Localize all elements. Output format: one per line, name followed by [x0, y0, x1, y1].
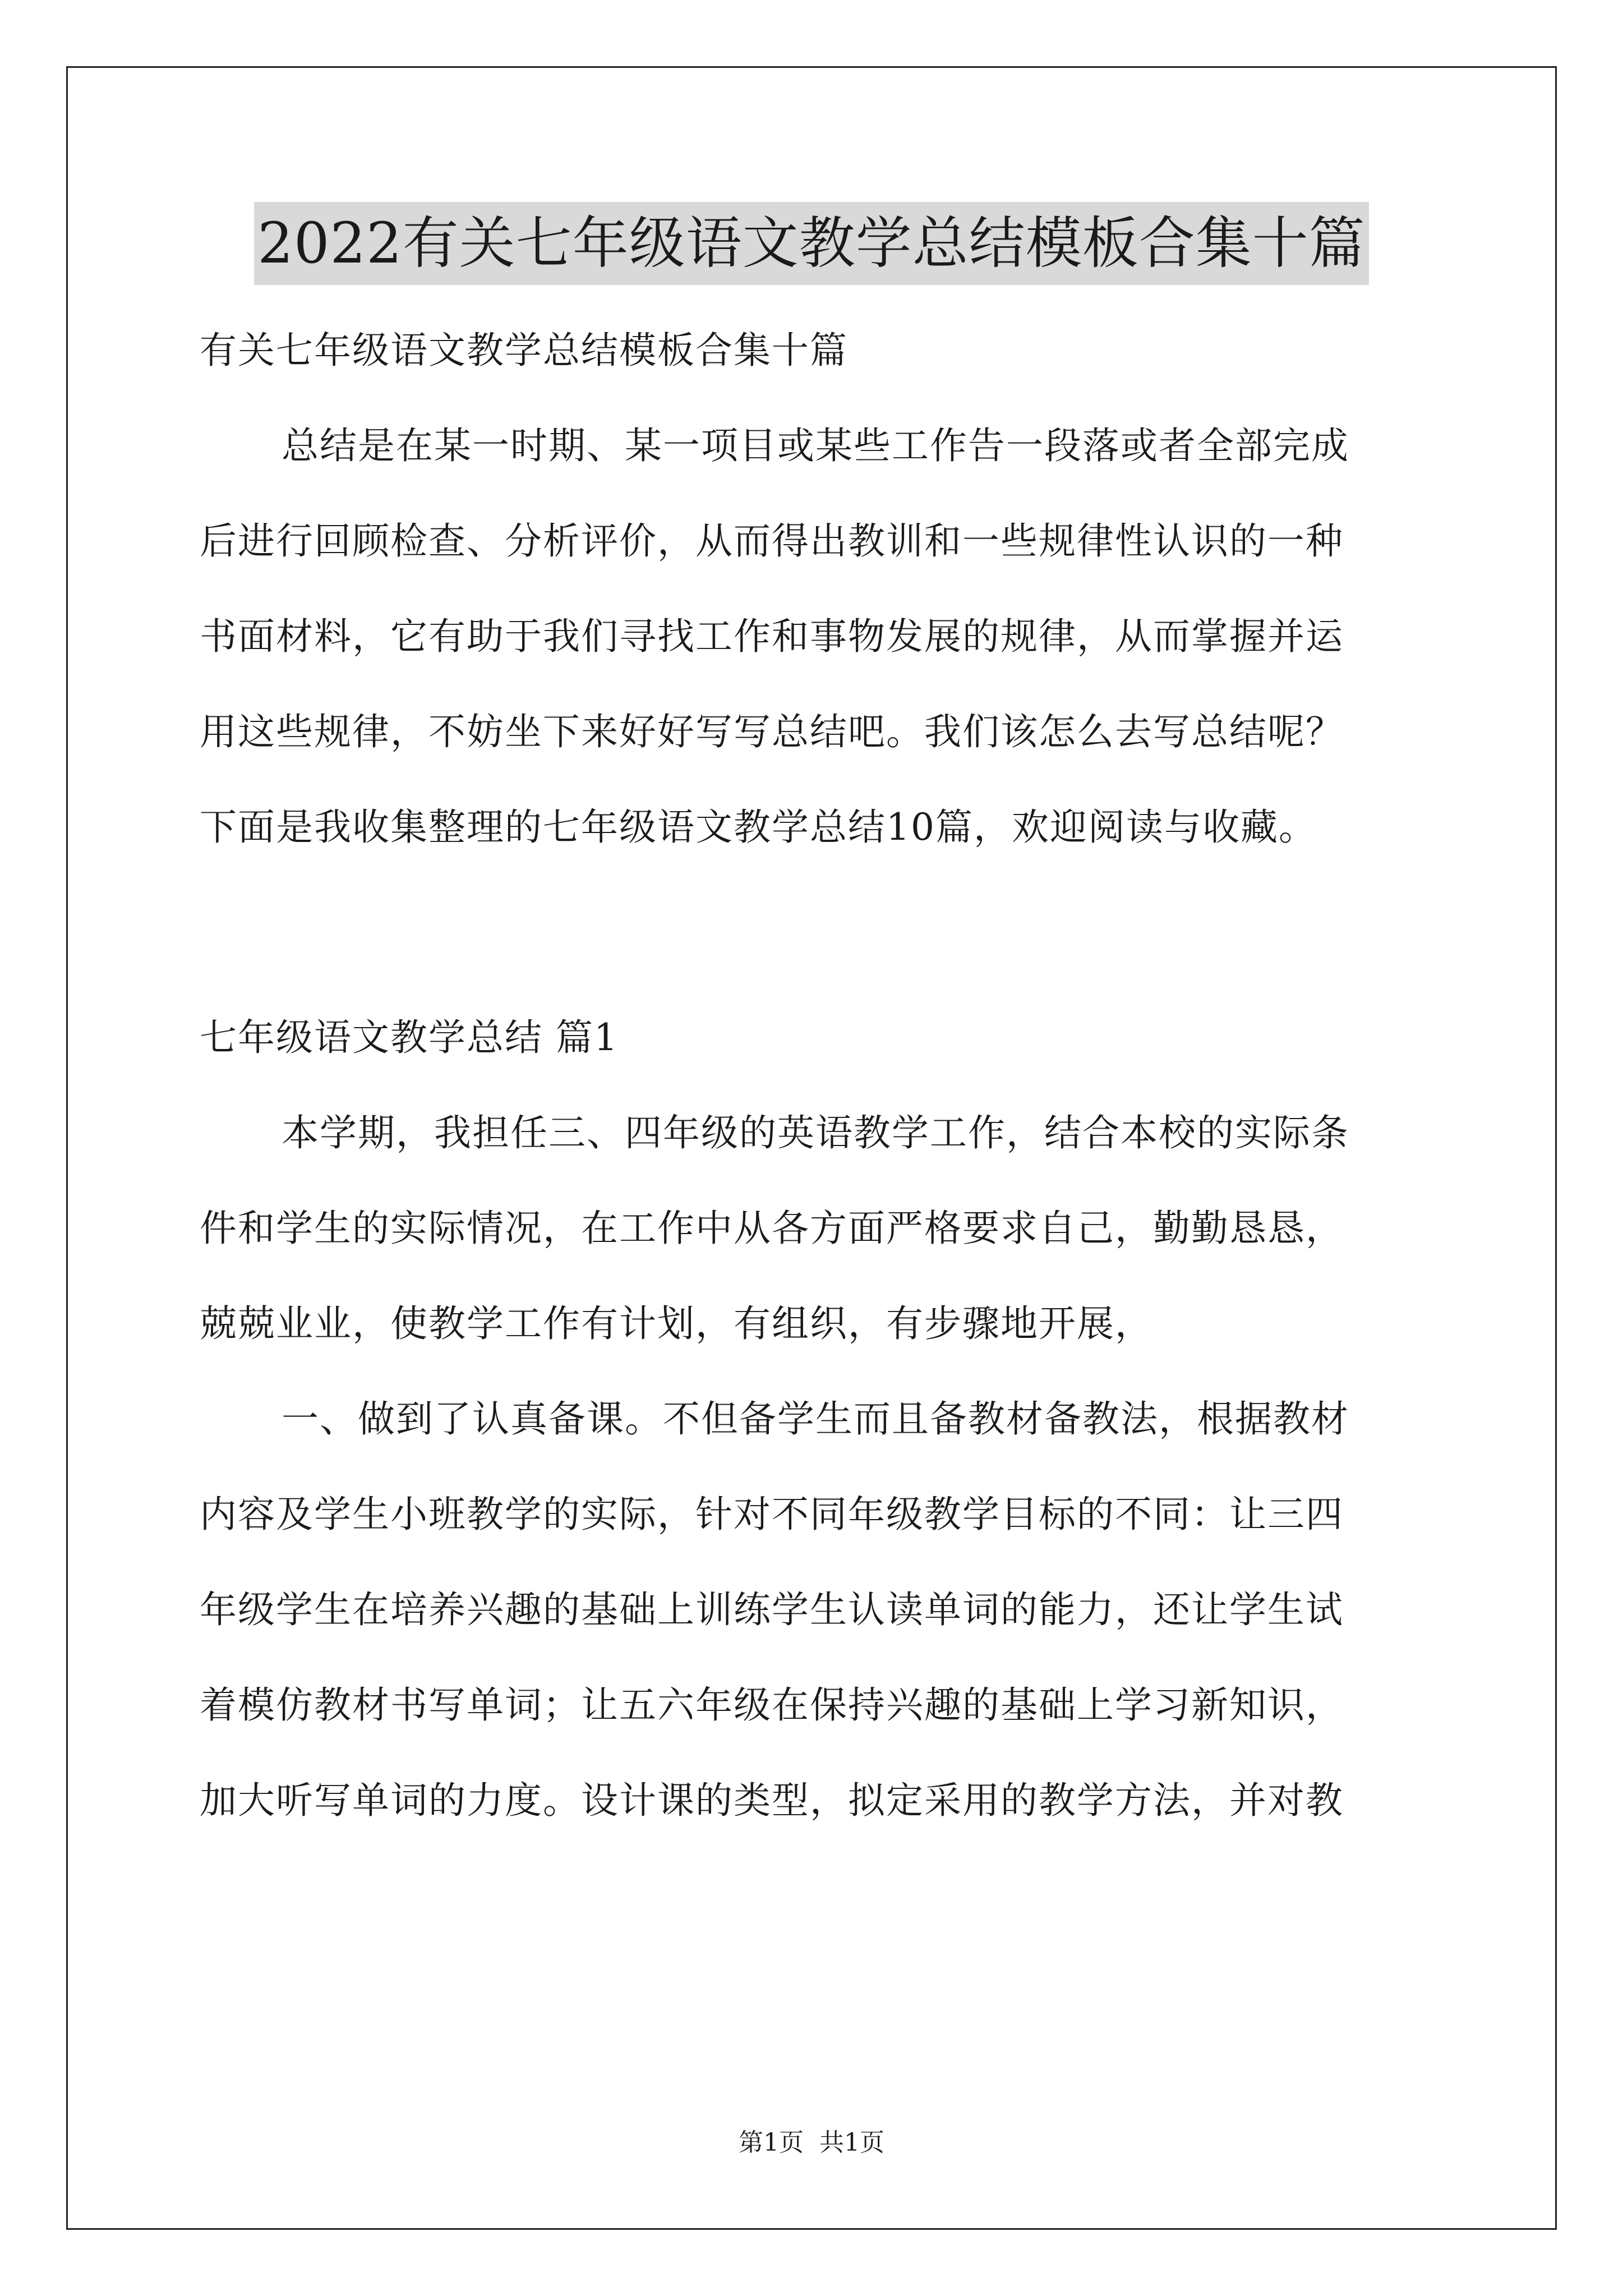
- intro-line-4: 用这些规律，不妨坐下来好好写写总结吧。我们该怎么去写总结呢？: [200, 710, 1344, 753]
- page-number: 第1页: [739, 2128, 804, 2157]
- section-heading: 七年级语文教学总结 篇1: [200, 1016, 619, 1059]
- document-body: [200, 303, 1433, 1848]
- intro-line-2: 后进行回顾检查、分析评价，从而得出教训和一些规律性认识的一种: [200, 519, 1344, 563]
- document-subtitle: 有关七年级语文教学总结模板合集十篇: [200, 329, 848, 372]
- intro-line-3: 书面材料，它有助于我们寻找工作和事物发展的规律，从而掌握并运: [200, 615, 1344, 658]
- para1-line-1: 本学期，我担任三、四年级的英语教学工作，结合本校的实际条: [282, 1111, 1349, 1154]
- intro-line-5: 下面是我收集整理的七年级语文教学总结10篇，欢迎阅读与收藏。: [200, 806, 1317, 849]
- title-container: [0, 202, 1623, 285]
- intro-line-1: 总结是在某一时期、某一项目或某些工作告一段落或者全部完成: [282, 424, 1349, 467]
- paragraph-spacer: [200, 875, 1433, 990]
- document-title: 2022有关七年级语文教学总结模板合集十篇: [254, 202, 1369, 285]
- page-footer: [0, 2126, 1623, 2160]
- para2-line-4: 着模仿教材书写单词；让五六年级在保持兴趣的基础上学习新知识，: [200, 1683, 1344, 1727]
- para2-line-1: 一、做到了认真备课。不但备学生而且备教材备教法，根据教材: [282, 1397, 1349, 1441]
- para2-line-3: 年级学生在培养兴趣的基础上训练学生认读单词的能力，还让学生试: [200, 1588, 1344, 1631]
- para2-line-5: 加大听写单词的力度。设计课的类型，拟定采用的教学方法，并对教: [200, 1779, 1344, 1822]
- para1-line-3: 兢兢业业，使教学工作有计划，有组织，有步骤地开展，: [200, 1302, 1153, 1345]
- para2-line-2: 内容及学生小班教学的实际，针对不同年级教学目标的不同：让三四: [200, 1493, 1344, 1536]
- para1-line-2: 件和学生的实际情况，在工作中从各方面严格要求自己，勤勤恳恳，: [200, 1207, 1344, 1250]
- page-total: 共1页: [819, 2128, 884, 2157]
